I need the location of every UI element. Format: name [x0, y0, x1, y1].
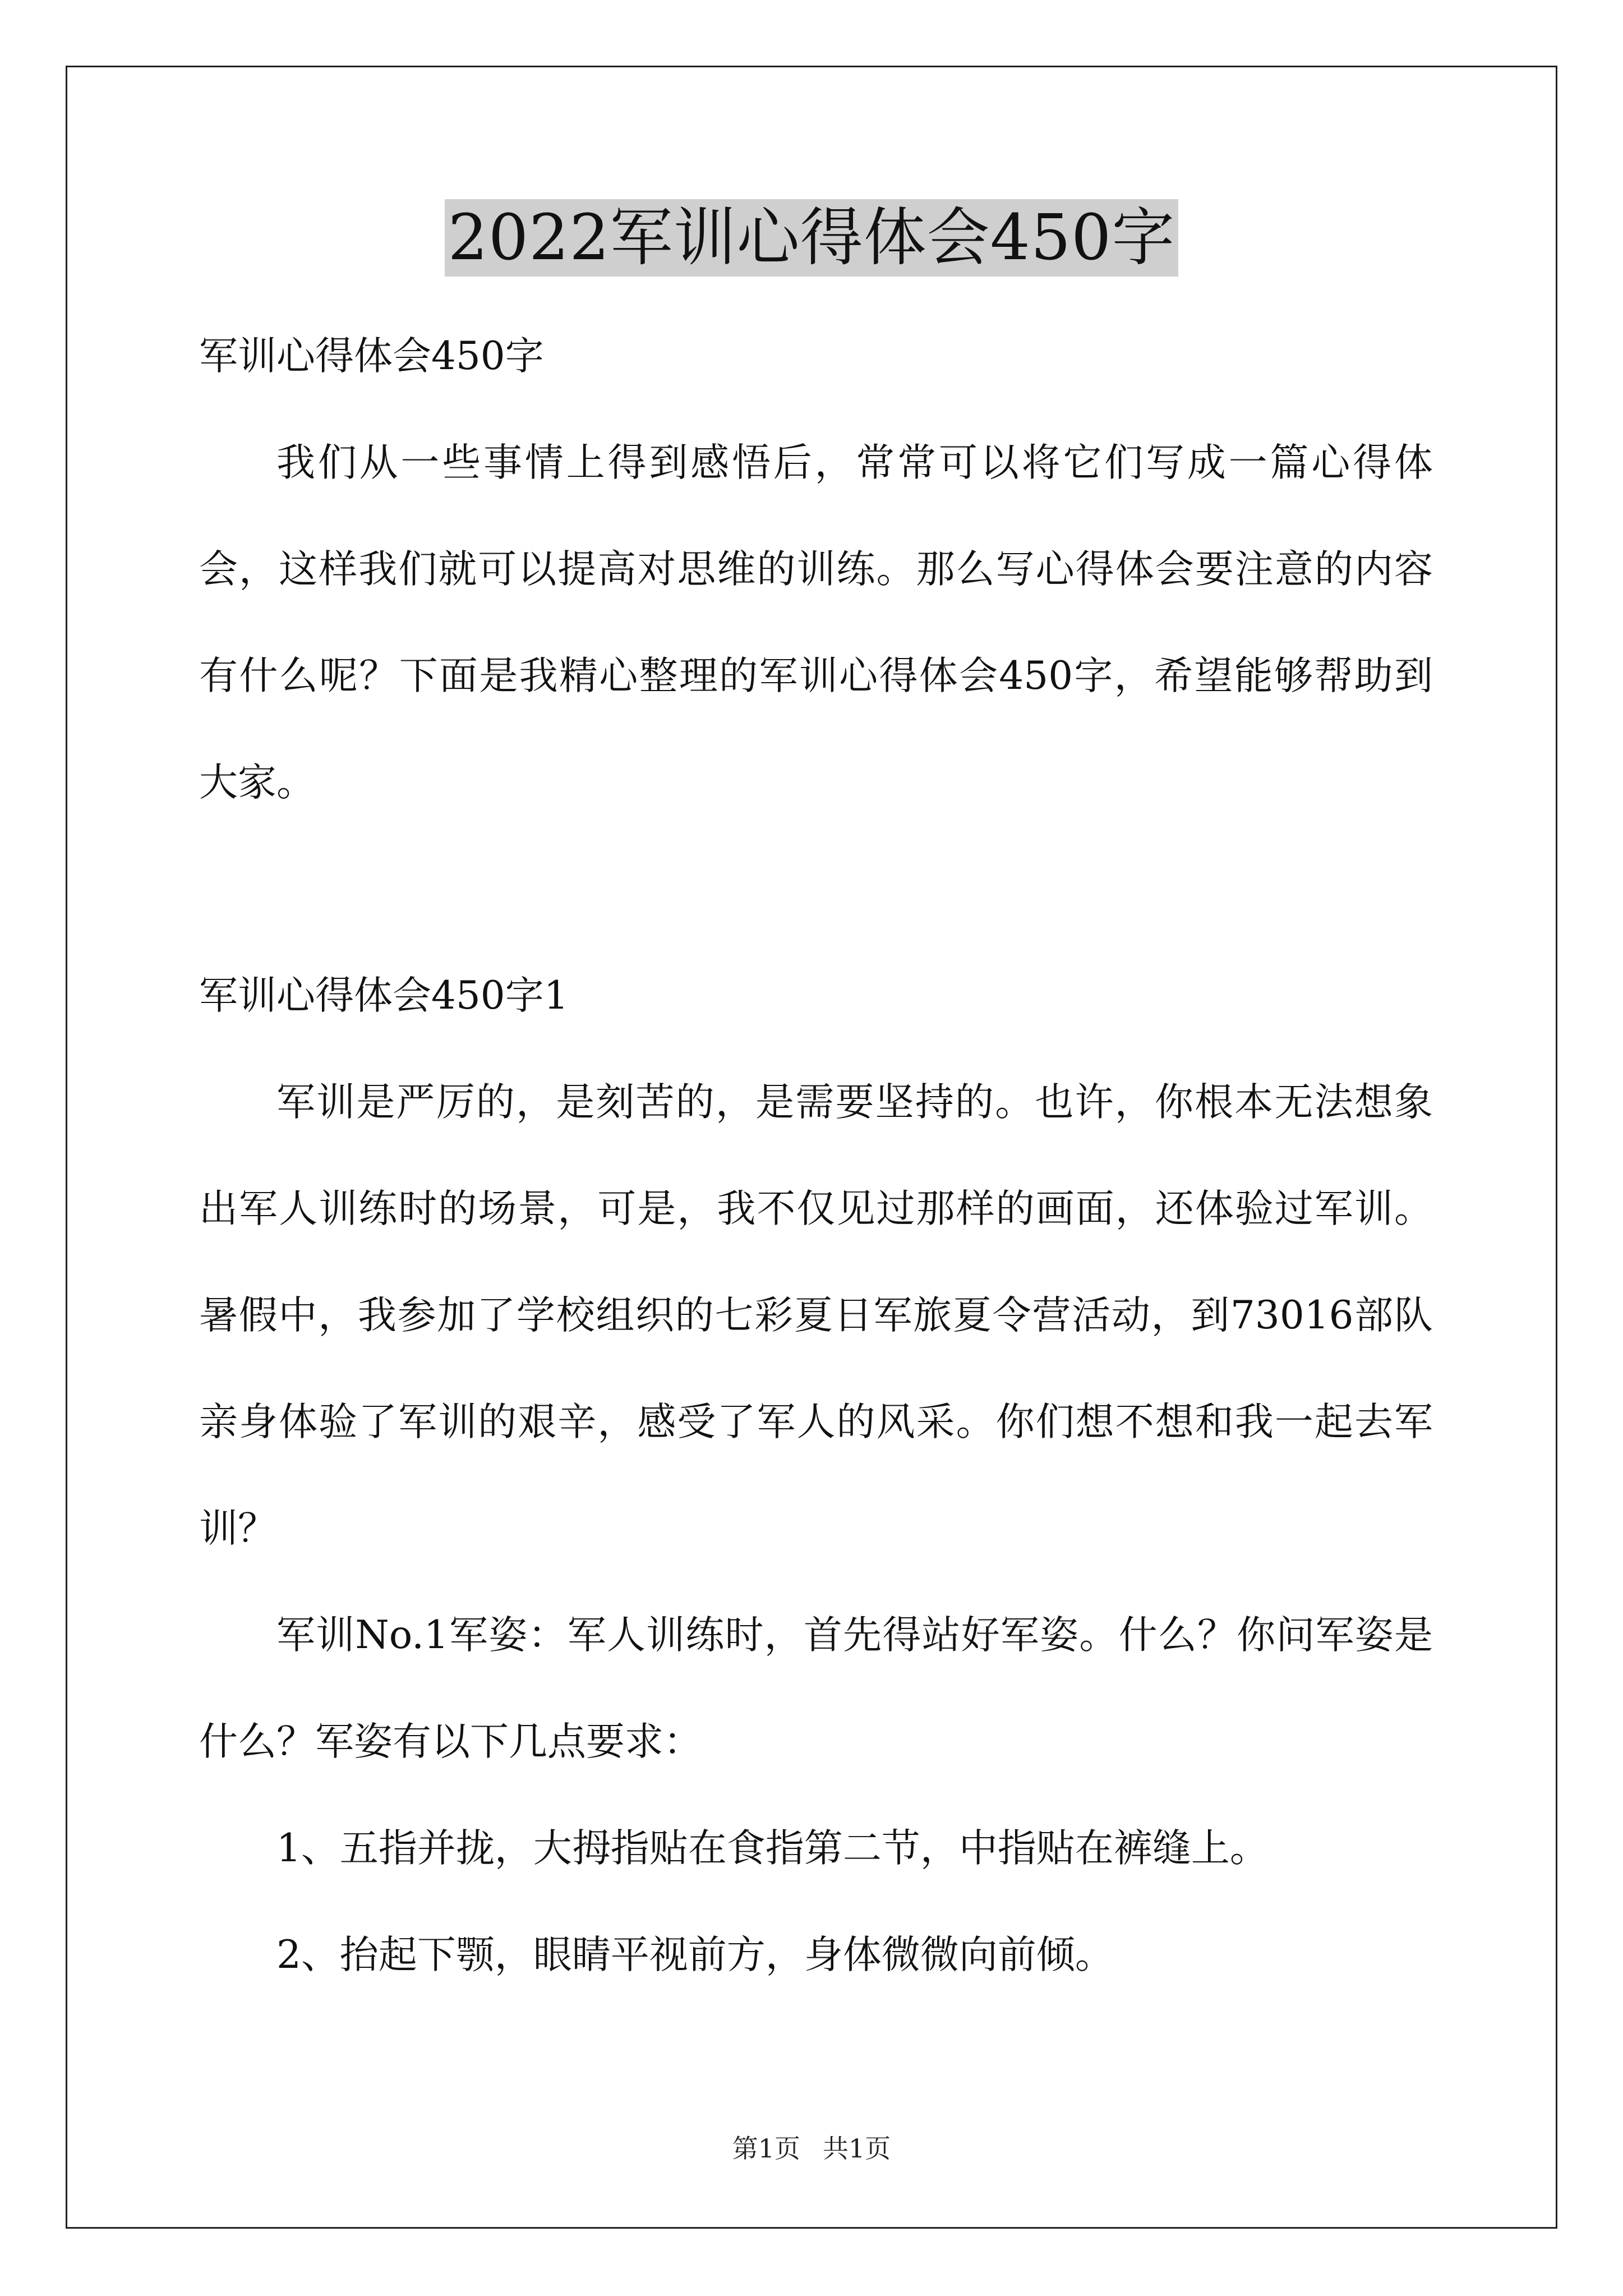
document-body: [199, 303, 1433, 2008]
body-paragraph-2: 军训No.1军姿：军人训练时，首先得站好军姿。什么？你问军姿是什么？军姿有以下几点要求：: [199, 1613, 1433, 1764]
title-container: [0, 199, 1623, 277]
section-heading: 军训心得体会450字1: [199, 973, 569, 1018]
document-title: 2022军训心得体会450字: [445, 199, 1179, 277]
subtitle: 军训心得体会450字: [199, 334, 544, 379]
page-footer: [0, 2132, 1623, 2165]
list-item-1: 1、五指并拢，大拇指贴在食指第二节，中指贴在裤缝上。: [276, 1826, 1269, 1871]
intro-paragraph: 我们从一些事情上得到感悟后，常常可以将它们写成一篇心得体会，这样我们就可以提高对思维的训练。那么写心得体会要注意的内容有什么呢？下面是我精心整理的军训心得体会450字，希望能够帮助到大家。: [199, 440, 1433, 805]
list-item-2: 2、抬起下颚，眼睛平视前方，身体微微向前倾。: [276, 1932, 1114, 1977]
page-total: 共1页: [823, 2133, 891, 2164]
body-paragraph-1: 军训是严厉的，是刻苦的，是需要坚持的。也许，你根本无法想象出军人训练时的场景，可是，我不仅见过那样的画面，还体验过军训。暑假中，我参加了学校组织的七彩夏日军旅夏令营活动，到73016部队亲身体验了军训的艰辛，感受了军人的风采。你们想不想和我一起去军训？: [199, 1080, 1433, 1551]
page-number: 第1页: [732, 2133, 800, 2164]
